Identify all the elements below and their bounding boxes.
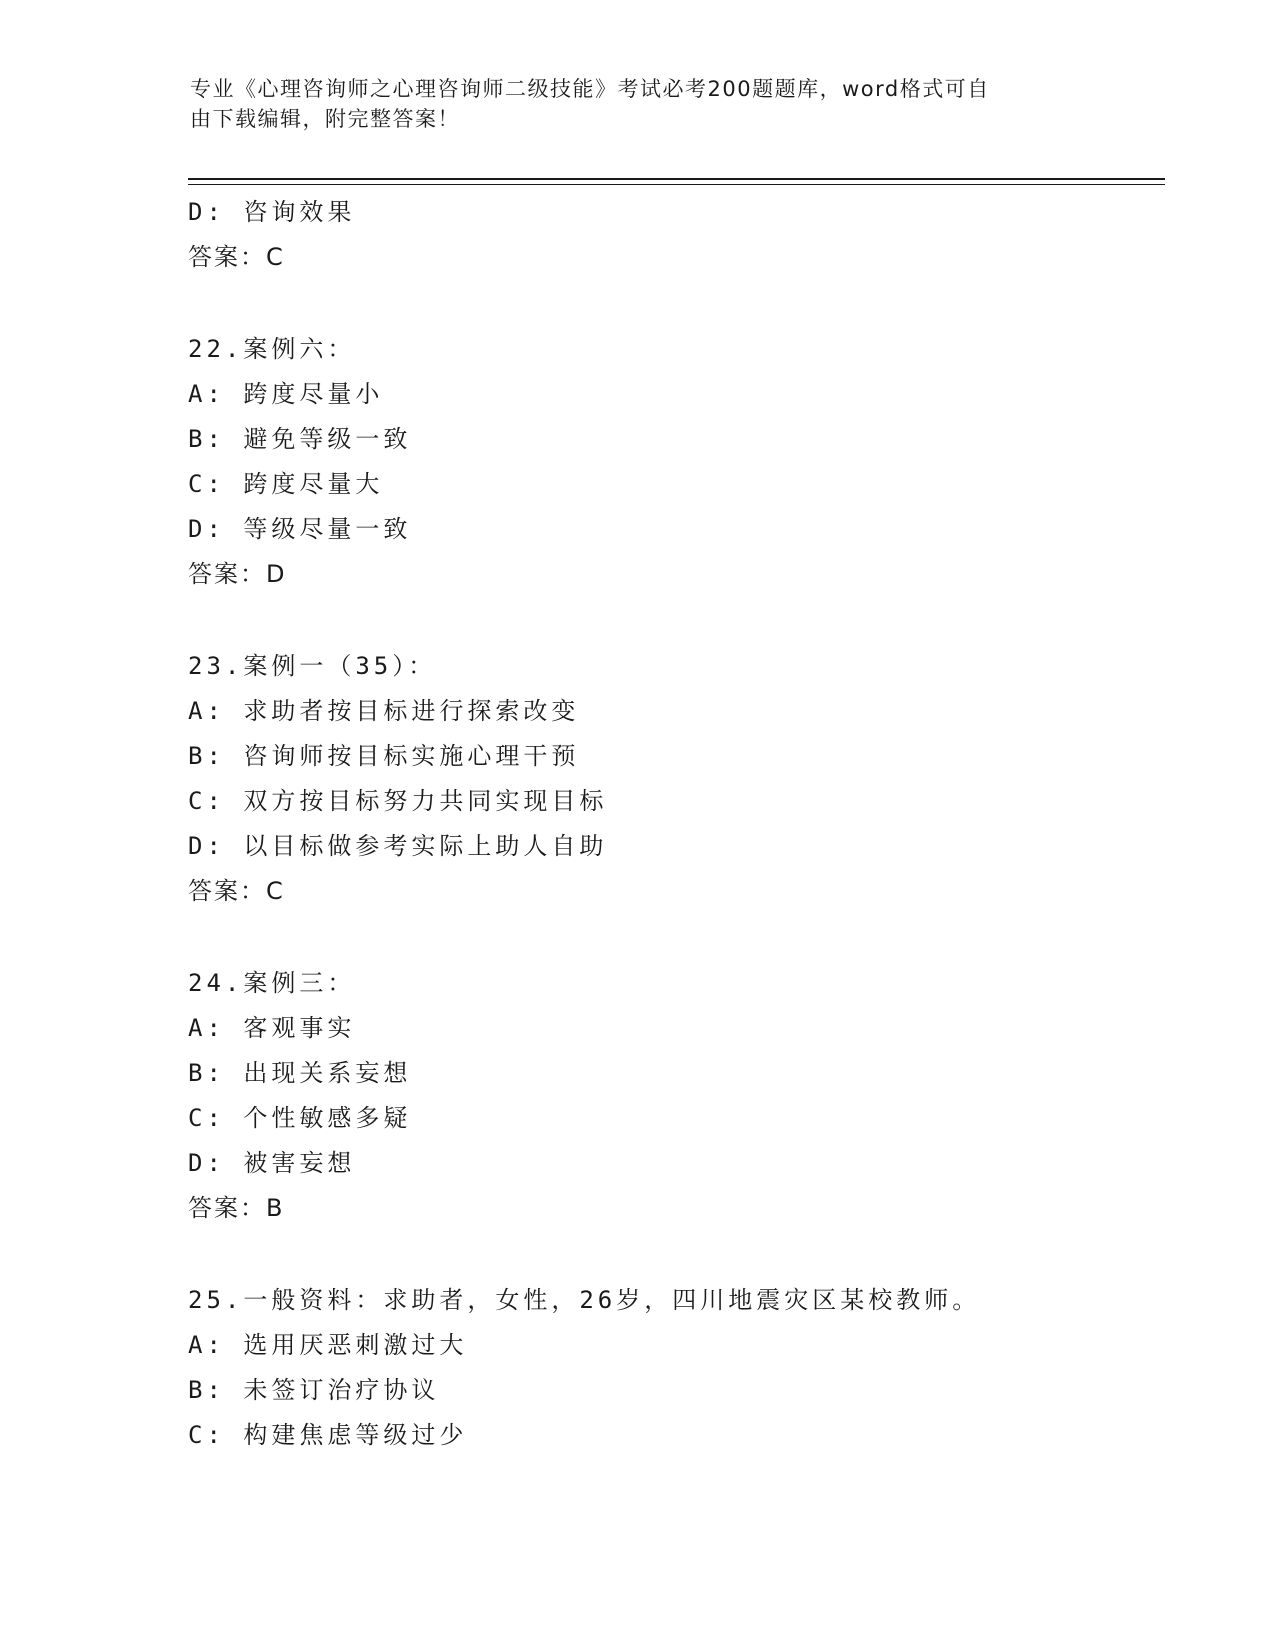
question-22 (188, 327, 1168, 597)
answer-line: 答案：D (188, 560, 287, 588)
header-divider-thin (188, 184, 1165, 185)
option-a: A: 跨度尽量小 (188, 380, 384, 408)
option-b: B: 咨询师按目标实施心理干预 (188, 742, 580, 770)
option-d: D: 咨询效果 (188, 198, 356, 226)
spacer (188, 1231, 1168, 1278)
option-c: C: 个性敏感多疑 (188, 1104, 412, 1132)
question-stem: 23.案例一（35）： (188, 652, 437, 680)
answer-line: 答案：C (188, 243, 285, 271)
question-stem: 22.案例六： (188, 335, 356, 363)
answer-line: 答案：C (188, 877, 285, 905)
option-b: B: 避免等级一致 (188, 425, 412, 453)
spacer (188, 280, 1168, 327)
header-divider-thick (188, 178, 1165, 180)
question-25 (188, 1278, 1168, 1458)
question-23 (188, 644, 1168, 914)
spacer (188, 597, 1168, 644)
option-d: D: 被害妄想 (188, 1149, 356, 1177)
option-d: D: 以目标做参考实际上助人自助 (188, 832, 608, 860)
question-list (188, 190, 1168, 1458)
option-a: A: 求助者按目标进行探索改变 (188, 697, 580, 725)
answer-line: 答案：B (188, 1194, 285, 1222)
option-a: A: 选用厌恶刺激过大 (188, 1331, 468, 1359)
header-line-1: 专业《心理咨询师之心理咨询师二级技能》考试必考200题题库，word格式可自 (190, 77, 990, 101)
option-c: C: 构建焦虑等级过少 (188, 1421, 468, 1449)
header-line-2: 由下载编辑，附完整答案！ (190, 107, 460, 131)
option-b: B: 出现关系妄想 (188, 1059, 412, 1087)
option-c: C: 跨度尽量大 (188, 470, 384, 498)
question-24 (188, 961, 1168, 1231)
spacer (188, 914, 1168, 961)
option-a: A: 客观事实 (188, 1014, 356, 1042)
question-stem: 25.一般资料：求助者，女性，26岁，四川地震灾区某校教师。 (188, 1286, 981, 1314)
option-c: C: 双方按目标努力共同实现目标 (188, 787, 608, 815)
option-b: B: 未签订治疗协议 (188, 1376, 440, 1404)
document-header (190, 74, 1080, 134)
option-d: D: 等级尽量一致 (188, 515, 412, 543)
question-stem: 24.案例三： (188, 969, 356, 997)
